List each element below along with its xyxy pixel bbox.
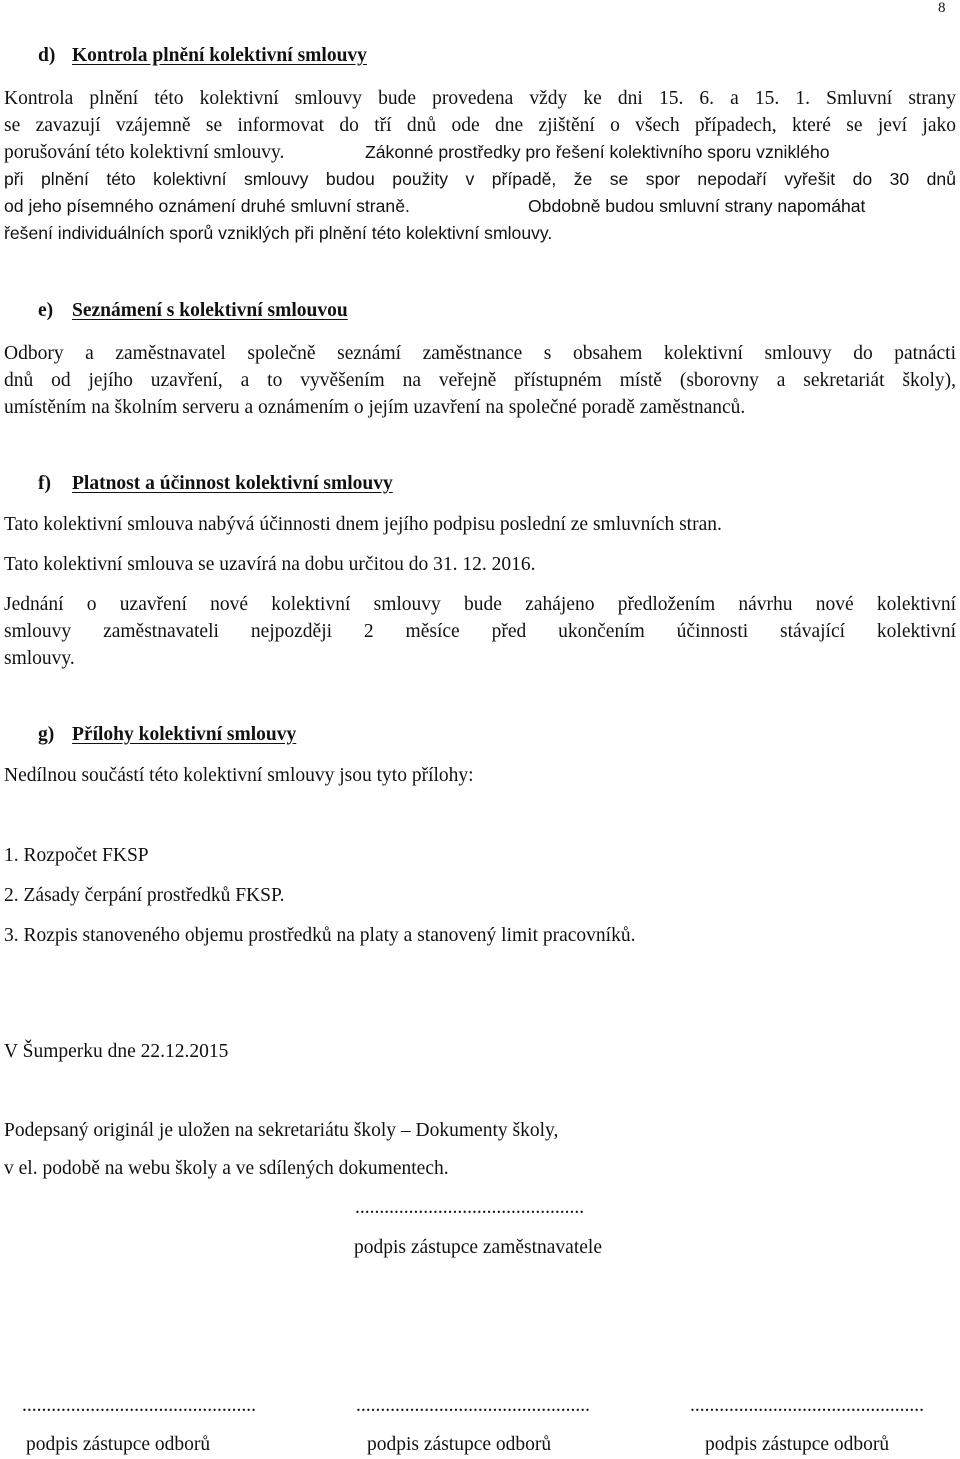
section-e-line-2-wrap bbox=[4, 367, 956, 394]
employer-signature-line: ............................................... bbox=[355, 1197, 585, 1218]
employer-signature-label: podpis zástupce zaměstnavatele bbox=[354, 1237, 602, 1258]
union-signature-label-3: podpis zástupce odborů bbox=[705, 1434, 890, 1455]
section-d-line-3b: Zákonné prostředky pro řešení kolektivního sporu vzniklého bbox=[365, 142, 830, 162]
section-e-line-3: umístěním na školním serveru a oznámením o jejím uzavření na společné poradě zaměstnanců. bbox=[4, 397, 746, 418]
attachment-item-1: 1. Rozpočet FKSP bbox=[4, 845, 149, 866]
attachment-item-2: 2. Zásady čerpání prostředků FKSP. bbox=[4, 885, 285, 906]
section-e-line-1-wrap bbox=[4, 340, 956, 367]
section-d-line-3-wrap bbox=[4, 139, 956, 166]
section-d-line-5-wrap bbox=[4, 193, 956, 220]
section-f-paragraph-2: Tato kolektivní smlouva se uzavírá na dobu určitou do 31. 12. 2016. bbox=[4, 554, 536, 575]
section-f-letter: f) bbox=[38, 473, 51, 494]
section-f-p3-line-2-wrap bbox=[4, 618, 956, 645]
section-d-letter: d) bbox=[38, 45, 56, 66]
section-e-heading bbox=[38, 300, 348, 322]
section-e-line-2: dnů od jejího uzavření, a to vyvěšením na veřejně přístupném místě (sborovny a sekretariát školy), bbox=[4, 370, 956, 391]
union-signature-label-2: podpis zástupce odborů bbox=[367, 1434, 552, 1455]
attachment-item-3: 3. Rozpis stanoveného objemu prostředků na platy a stanovený limit pracovníků. bbox=[4, 925, 636, 946]
section-d-line-2: se zavazují vzájemně se informovat do tří dnů ode dne zjištění o všech případech, které se jeví jako bbox=[4, 115, 956, 136]
section-d-title: Kontrola plnění kolektivní smlouvy bbox=[72, 45, 367, 66]
section-f-p3-line-1: Jednání o uzavření nové kolektivní smlouvy bude zahájeno předložením návrhu nové kolektivní bbox=[4, 594, 956, 615]
union-signature-line-3: ................................................ bbox=[690, 1395, 924, 1416]
section-d-line-4-wrap bbox=[4, 166, 956, 193]
page-number: 8 bbox=[938, 0, 946, 16]
union-signature-line-1: ................................................ bbox=[22, 1395, 256, 1416]
section-f-p3-line-1-wrap bbox=[4, 591, 956, 618]
section-e-letter: e) bbox=[38, 300, 54, 321]
section-f-p3-line-3: smlouvy. bbox=[4, 648, 75, 669]
original-location-note-2: v el. podobě na webu školy a ve sdílených dokumentech. bbox=[4, 1158, 449, 1179]
section-g-letter: g) bbox=[38, 724, 55, 745]
section-d-line-3a: porušování této kolektivní smlouvy. bbox=[4, 142, 285, 163]
section-d-line-5b: Obdobně budou smluvní strany napomáhat bbox=[528, 196, 866, 216]
section-d-line-5a: od jeho písemného oznámení druhé smluvní straně. bbox=[4, 196, 410, 216]
section-d-line-1: Kontrola plnění této kolektivní smlouvy bude provedena vždy ke dni 15. 6. a 15. 1. Smluvní strany bbox=[4, 88, 956, 109]
section-f-paragraph-1: Tato kolektivní smlouva nabývá účinnosti dnem jejího podpisu poslední ze smluvních stran. bbox=[4, 514, 722, 535]
original-location-note-1: Podepsaný originál je uložen na sekretariátu školy – Dokumenty školy, bbox=[4, 1120, 559, 1141]
section-d-line-6: řešení individuálních sporů vzniklých při plnění této kolektivní smlouvy. bbox=[4, 223, 553, 243]
section-g-intro: Nedílnou součástí této kolektivní smlouvy jsou tyto přílohy: bbox=[4, 765, 474, 786]
section-f-p3-line-2: smlouvy zaměstnavateli nejpozději 2 měsíce před ukončením účinnosti stávající kolektivní bbox=[4, 621, 956, 642]
section-d-line-4: při plnění této kolektivní smlouvy budou použity v případě, že se spor nepodaří vyřešit do 30 dnů bbox=[4, 169, 956, 189]
section-f-heading bbox=[38, 473, 393, 495]
section-g-title: Přílohy kolektivní smlouvy bbox=[72, 724, 297, 745]
union-signature-label-1: podpis zástupce odborů bbox=[26, 1434, 211, 1455]
section-e-title: Seznámení s kolektivní smlouvou bbox=[72, 300, 348, 321]
place-date: V Šumperku dne 22.12.2015 bbox=[4, 1041, 229, 1062]
section-d-line-2-wrap bbox=[4, 112, 956, 139]
section-d-heading bbox=[38, 45, 367, 67]
union-signature-line-2: ................................................ bbox=[356, 1395, 590, 1416]
section-d-line-1-wrap bbox=[4, 85, 956, 112]
section-g-heading bbox=[38, 724, 296, 746]
section-e-line-1: Odbory a zaměstnavatel společně seznámí zaměstnance s obsahem kolektivní smlouvy do patnácti bbox=[4, 343, 956, 364]
section-f-title: Platnost a účinnost kolektivní smlouvy bbox=[72, 473, 393, 494]
